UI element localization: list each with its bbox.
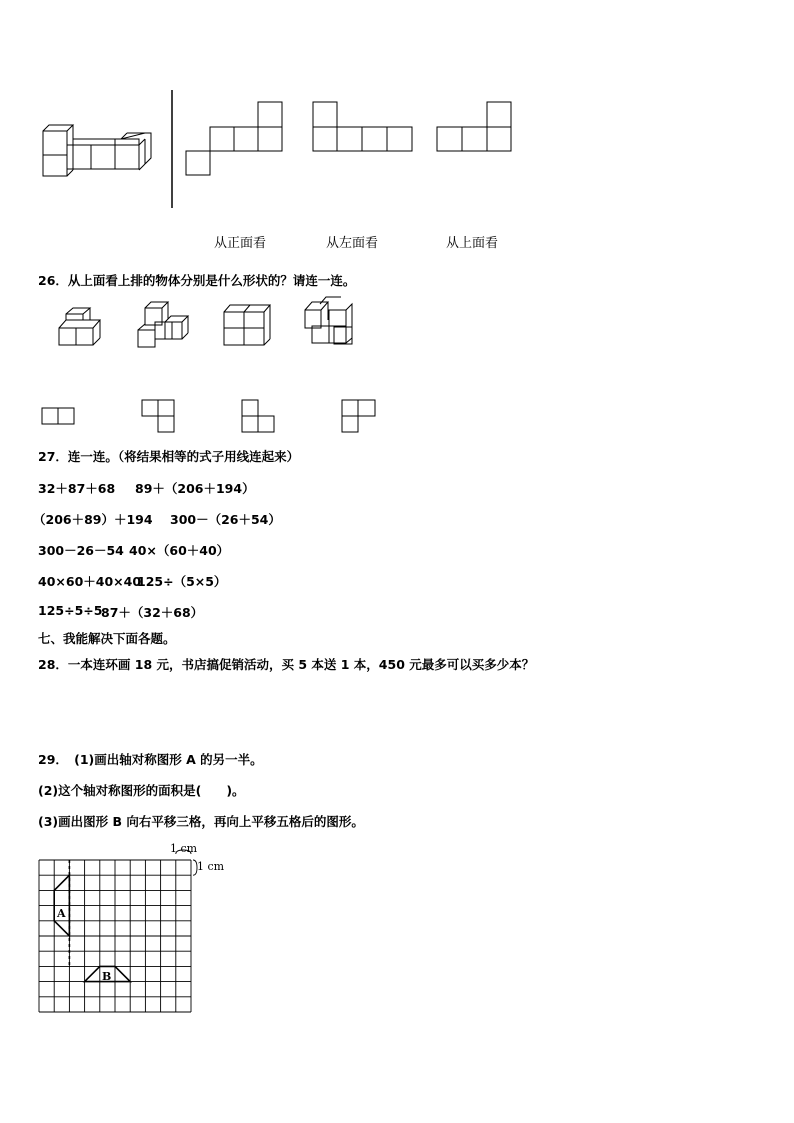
- expr-left-4: 40×60＋40×40: [38, 574, 142, 589]
- question-29-part-3: (3)画出图形 B 向右平移三格，再向上平移五格后的图形。: [38, 814, 364, 829]
- expr-right-5: 87＋（32＋68）: [101, 605, 204, 620]
- scale-label-horizontal: 1 cm: [170, 842, 198, 855]
- question-26: 26．从上面看上排的物体分别是什么形状的？请连一连。: [38, 273, 356, 288]
- top-view-label: 从上面看: [446, 236, 499, 251]
- expr-left-5: 125÷5÷5: [38, 603, 103, 618]
- expr-left-2: （206＋89）＋194: [33, 512, 153, 527]
- section-7-heading: 七、我能解决下面各题。: [38, 631, 176, 646]
- scale-label-vertical: 1 cm: [197, 860, 225, 873]
- front-view-label: 从正面看: [214, 236, 267, 251]
- question-27: 27．连一连。（将结果相等的式子用线连起来）: [38, 449, 300, 464]
- expr-right-2: 300－（26＋54）: [170, 512, 281, 527]
- shape-b-label: B: [102, 970, 112, 983]
- expr-right-4: 125÷（5×5）: [137, 574, 227, 589]
- question-29-part-1: 29． (1)画出轴对称图形 A 的另一半。: [38, 752, 263, 767]
- expr-right-3: 40×（60＋40）: [129, 543, 230, 558]
- expr-left-3: 300－26－54: [38, 543, 124, 558]
- expr-left-1: 32＋87＋68: [38, 481, 116, 496]
- question-29-part-2: (2)这个轴对称图形的面积是( )。: [38, 783, 245, 798]
- shape-a-label: A: [57, 907, 66, 920]
- left-view-label: 从左面看: [326, 236, 379, 251]
- question-28: 28．一本连环画 18 元，书店搞促销活动，买 5 本送 1 本，450 元最多可以买多少本？: [38, 657, 535, 672]
- expr-right-1: 89＋（206＋194）: [135, 481, 255, 496]
